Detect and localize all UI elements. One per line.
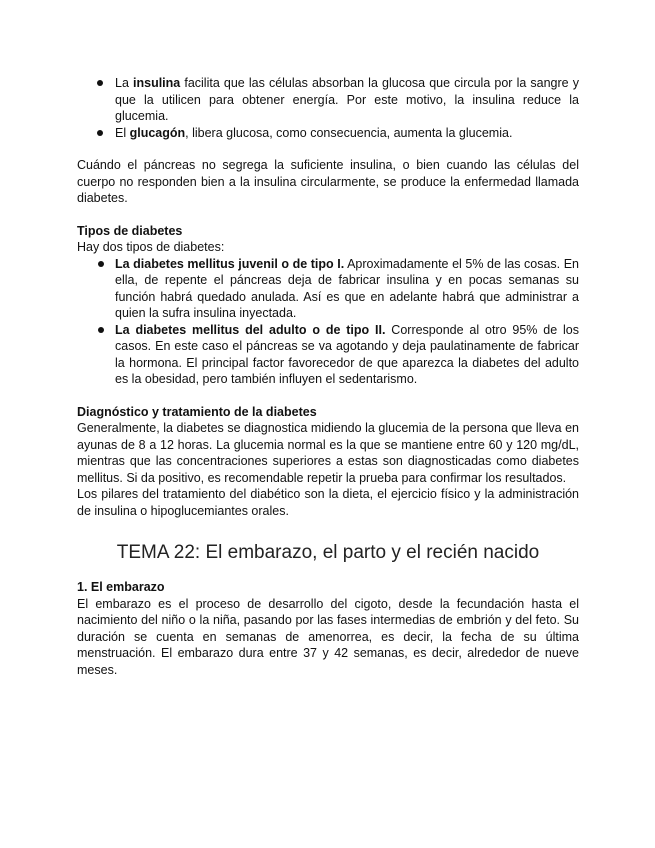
term-insulina: insulina [133,76,181,90]
list-item-insulina: La insulina facilita que las células absorban la glucosa que circula por la sangre y que la utilicen para obtener energía. Por este motivo, la insulina reduce la glucemia. [77,75,579,125]
bullet-icon [98,327,104,333]
list-item-tipo-1: La diabetes mellitus juvenil o de tipo I. Aproximadamente el 5% de las cosas. En ella, de repente el páncreas deja de fabricar insulina y en pocas semanas su función habrá quedado anulada. Así es que en adelante habrá que administrar a quien la sufra insulina inyectada. [77,256,579,322]
diabetes-types-list [77,256,579,388]
tipos-intro: Hay dos tipos de diabetes: [77,240,225,254]
diabetes-paragraph: Cuándo el páncreas no segrega la suficiente insulina, o bien cuando las células del cuerpo no responden bien a la insulina circularmente, se produce la enfermedad llamada diabetes. [77,158,579,205]
list-item-glucagon: El glucagón, libera glucosa, como consecuencia, aumenta la glucemia. [77,125,579,142]
diagnostico-heading: Diagnóstico y tratamiento de la diabetes [77,404,317,419]
document-body [77,75,579,678]
list-item-tipo-2: La diabetes mellitus del adulto o de tipo II. Corresponde al otro 95% de los casos. En este caso el páncreas se va agotando y deja paulatinamente de fabricar la hormona. El principal factor favorecedor de que aparezca la diabetes del adulto es la obesidad, pero también influyen el sedentarismo. [77,322,579,388]
tipos-heading: Tipos de diabetes [77,223,183,238]
diagnostico-paragraph-1: Generalmente, la diabetes se diagnostica midiendo la glucemia de la persona que lleva en ayunas de 8 a 12 horas. La glucemia normal es la que se mantiene entre 60 y 120 mg/dL, mientras que las concentraciones superiores a estas son diagnosticadas como diabetes mellitus. Si da positivo, es recomendable repetir la prueba para confirmar los resultados. [77,421,579,485]
diagnostico-paragraph-2: Los pilares del tratamiento del diabético son la dieta, el ejercicio físico y la administración de insulina o hipoglucemiantes orales. [77,487,579,518]
embarazo-heading: 1. El embarazo [77,580,165,594]
bullet-icon [98,261,104,267]
bullet-icon [97,80,103,86]
hormone-list [77,75,579,141]
bullet-icon [97,130,103,136]
embarazo-paragraph: El embarazo es el proceso de desarrollo del cigoto, desde la fecundación hasta el nacimiento del niño o la niña, pasando por las fases intermedias de embrión y del feto. Su duración se cuenta en semanas de amenorrea, es decir, la fecha de su última menstruación. El embarazo dura entre 37 y 42 semanas, es decir, alrededor de nueve meses. [77,596,579,677]
term-glucagon: glucagón [129,125,186,140]
tema-title: TEMA 22: El embarazo, el parto y el recién nacido [116,542,540,563]
